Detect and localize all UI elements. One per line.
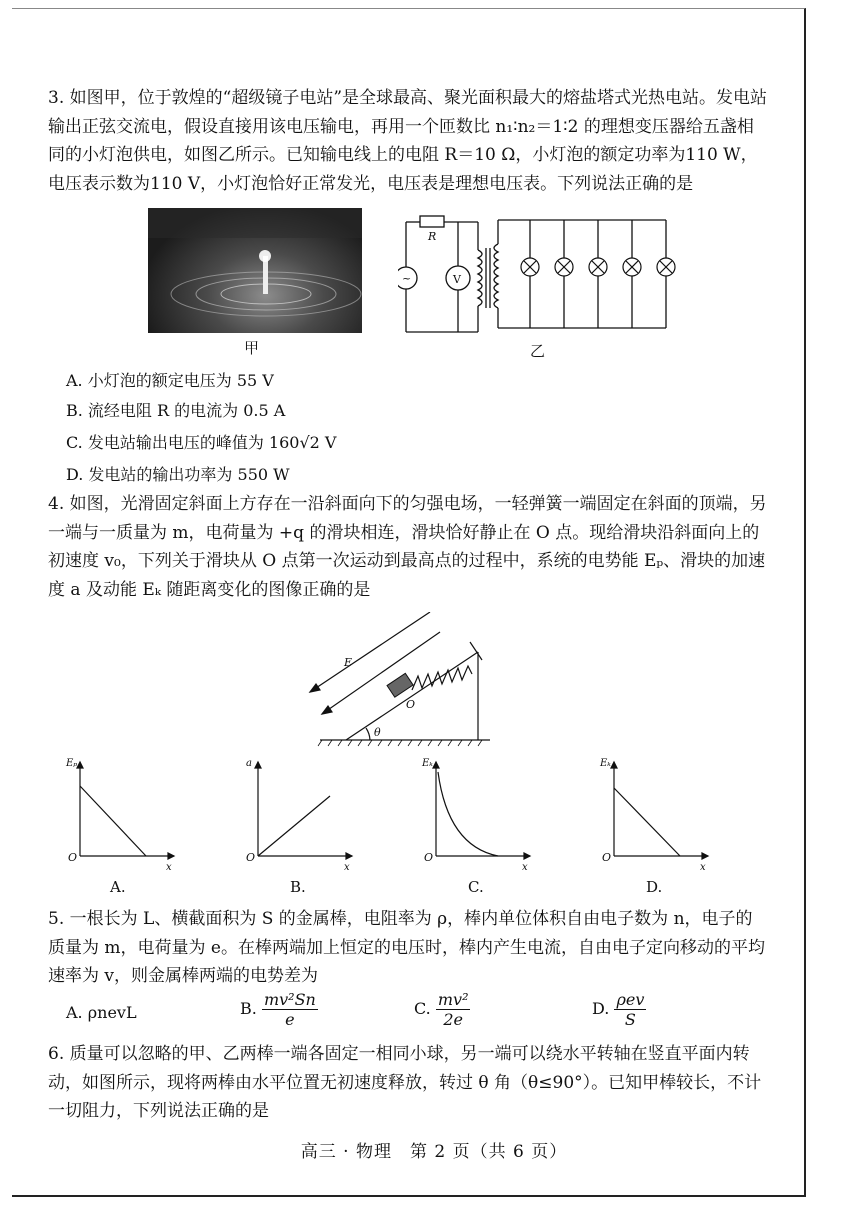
question-5-text: 5. 一根长为 L、横截面积为 S 的金属棒，电阻率为 ρ，棒内单位体积自由电子数为 n，电子的质量为 m，电荷量为 e。在棒两端加上恒定的电压时，棒内产生电流，自由电子定向移动的平均速率为 v，则金属棒两端的电势差为 (48, 909, 765, 986)
question-6-text: 6. 质量可以忽略的甲、乙两棒一端各固定一相同小球，另一端可以绕水平转轴在竖直平面内转动，如图所示，现将两棒由水平位置无初速度释放，转过 θ 角（θ≤90°）。已知甲棒较长，不计一切阻力，下列说法正确的是 (48, 1044, 762, 1121)
ac-source-symbol: ~ (402, 272, 412, 285)
figure-caption-yi: 乙 (530, 342, 546, 360)
incline-diagram (300, 612, 500, 747)
resistor-label: R (428, 230, 437, 243)
graph-b-ylabel: a (246, 758, 252, 769)
question-4-text: 4. 如图，光滑固定斜面上方存在一沿斜面向下的匀强电场，一轻弹簧一端固定在斜面的顶端，另一端与一质量为 m，电荷量为 +q 的滑块相连，滑块恰好静止在 O 点。现给滑块沿斜面向上的初速度 v₀，下列关于滑块从 O 点第一次运动到最高点的过程中，系统的电势能 Eₚ、滑块的加速度 a 及动能 Eₖ 随距离变化的图像正确的是 (48, 494, 767, 600)
q3-option-b: B. 流经电阻 R 的电流为 0.5 A (66, 401, 286, 420)
q5-option-c-denominator: 2e (443, 1010, 463, 1029)
graph-c-origin: O (424, 851, 434, 864)
graph-c-caption: C. (468, 878, 484, 896)
graph-d (596, 756, 716, 874)
figure-caption-jia: 甲 (244, 339, 260, 357)
q5-option-c-label: C. (414, 999, 431, 1018)
q5-option-b-label: B. (240, 999, 257, 1018)
q3-option-c: C. 发电站输出电压的峰值为 160√2 V (66, 433, 337, 452)
graph-a (62, 756, 182, 874)
graph-b-xlabel: x (344, 862, 350, 873)
q5-option-d-label: D. (592, 999, 610, 1018)
point-label-o: O (406, 698, 416, 711)
graph-b-caption: B. (290, 878, 306, 896)
q5-option-d (592, 990, 646, 1029)
graph-a-xlabel: x (166, 862, 172, 873)
q5-option-b (240, 990, 318, 1029)
graph-a-origin: O (68, 851, 78, 864)
field-label-e: E (344, 656, 353, 669)
q5-option-c (414, 990, 470, 1029)
q5-option-a: A. ρnevL (66, 1003, 137, 1022)
q5-option-b-numerator: mv²Sn (263, 990, 316, 1009)
graph-b (240, 756, 360, 874)
page-footer: 高三 · 物理 第 2 页（共 6 页） (300, 1142, 568, 1162)
q5-option-b-denominator: e (285, 1010, 295, 1029)
q3-option-d: D. 发电站的输出功率为 550 W (66, 465, 290, 484)
graph-a-ylabel: Eₚ (66, 758, 78, 769)
voltmeter-label: V (453, 273, 461, 286)
q5-option-d-numerator: ρev (616, 990, 645, 1009)
graph-d-caption: D. (646, 878, 663, 896)
graph-d-xlabel: x (700, 862, 706, 873)
power-station-photo (148, 208, 362, 333)
graph-b-origin: O (246, 851, 256, 864)
graph-d-origin: O (602, 851, 612, 864)
graph-a-caption: A. (110, 878, 126, 896)
graph-d-ylabel: Eₖ (600, 758, 611, 769)
graph-c-ylabel: Eₖ (422, 758, 433, 769)
q5-option-d-denominator: S (624, 1010, 636, 1029)
transformer-circuit-diagram (398, 210, 683, 335)
graph-c (418, 756, 538, 874)
graph-c-xlabel: x (522, 862, 528, 873)
q3-option-a: A. 小灯泡的额定电压为 55 V (66, 371, 274, 390)
question-3-text: 3. 如图甲，位于敦煌的“超级镜子电站”是全球最高、聚光面积最大的熔盐塔式光热电站。发电站输出正弦交流电，假设直接用该电压输电，再用一个匝数比 n₁∶n₂＝1∶2 的理想变压器给五盏相同的小灯泡供电，如图乙所示。已知输电线上的电阻 R＝10 Ω，小灯泡的额定功率为110 W，电压表示数为110 V，小灯泡恰好正常发光，电压表是理想电压表。下列说法正确的是 (48, 88, 768, 194)
q5-option-c-numerator: mv² (437, 990, 469, 1009)
angle-label-theta: θ (374, 726, 381, 739)
